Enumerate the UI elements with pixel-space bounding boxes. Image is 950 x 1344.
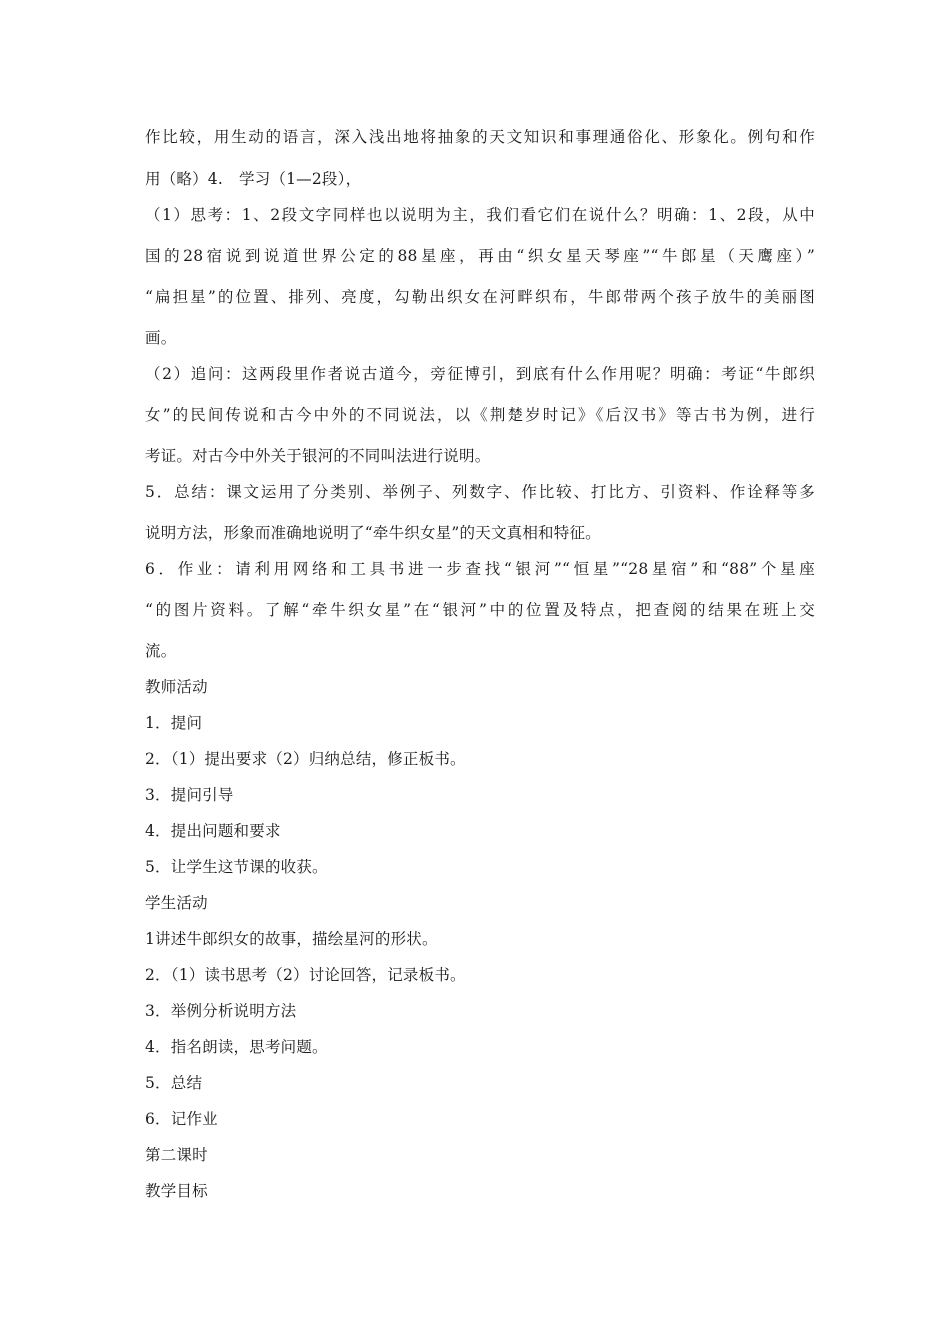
section-heading: 第二课时 [145,1146,208,1164]
paragraph-line: （2）追问：这两段里作者说古道今，旁征博引，到底有什么作用呢？明确：考证“牛郎织 [145,365,815,383]
text-segment: 学习（1—2段）， [239,170,362,188]
list-item: 2．（1）读书思考（2）讨论回答，记录板书。 [145,966,466,984]
paragraph-line: 说明方法，形象而准确地说明了“牵牛织女星”的天文真相和特征。 [145,524,601,542]
list-item: 2．（1）提出要求（2）归纳总结，修正板书。 [145,750,466,768]
list-item: 4．指名朗读，思考问题。 [145,1038,328,1056]
paragraph-line: 作比较，用生动的语言，深入浅出地将抽象的天文知识和事理通俗化、形象化。例句和作 [145,128,815,146]
paragraph-line: “的图片资料。了解“牵牛织女星”在“银河”中的位置及特点，把查阅的结果在班上交 [145,601,815,619]
paragraph-line: 考证。对古今中外关于银河的不同叫法进行说明。 [145,447,491,465]
paragraph-line: 画。 [145,329,177,347]
list-item: 1．提问 [145,714,203,732]
paragraph-line: （1）思考：1、2段文字同样也以说明为主，我们看它们在说什么？明确：1、2段，从中 [145,206,815,224]
list-item: 4．提出问题和要求 [145,822,281,840]
paragraph-line: 流。 [145,642,177,660]
list-item: 3．举例分析说明方法 [145,1002,297,1020]
paragraph-line: 5．总结：课文运用了分类别、举例子、列数字、作比较、打比方、引资料、作诠释等多 [145,483,815,501]
list-item: 5．总结 [145,1074,203,1092]
paragraph-line: 国的28宿说到说道世界公定的88星座，再由“织女星天琴座”“牛郎星（天鹰座）” [145,247,815,265]
text-segment: 用（略）4. [145,170,223,188]
section-heading: 教师活动 [145,678,208,696]
list-item: 3．提问引导 [145,786,234,804]
paragraph-line [145,169,815,189]
section-heading: 教学目标 [145,1182,208,1200]
list-item: 1讲述牛郎织女的故事，描绘星河的形状。 [145,930,438,948]
paragraph-line: 女”的民间传说和古今中外的不同说法，以《荆楚岁时记》《后汉书》等古书为例，进行 [145,406,815,424]
list-item: 5．让学生这节课的收获。 [145,858,328,876]
section-heading: 学生活动 [145,894,208,912]
paragraph-line: 6．作业：请利用网络和工具书进一步查找“银河”“恒星”“28星宿”和“88”个星座 [145,560,815,578]
paragraph-line: “扁担星”的位置、排列、亮度，勾勒出织女在河畔织布，牛郎带两个孩子放牛的美丽图 [145,288,815,306]
list-item: 6．记作业 [145,1110,218,1128]
